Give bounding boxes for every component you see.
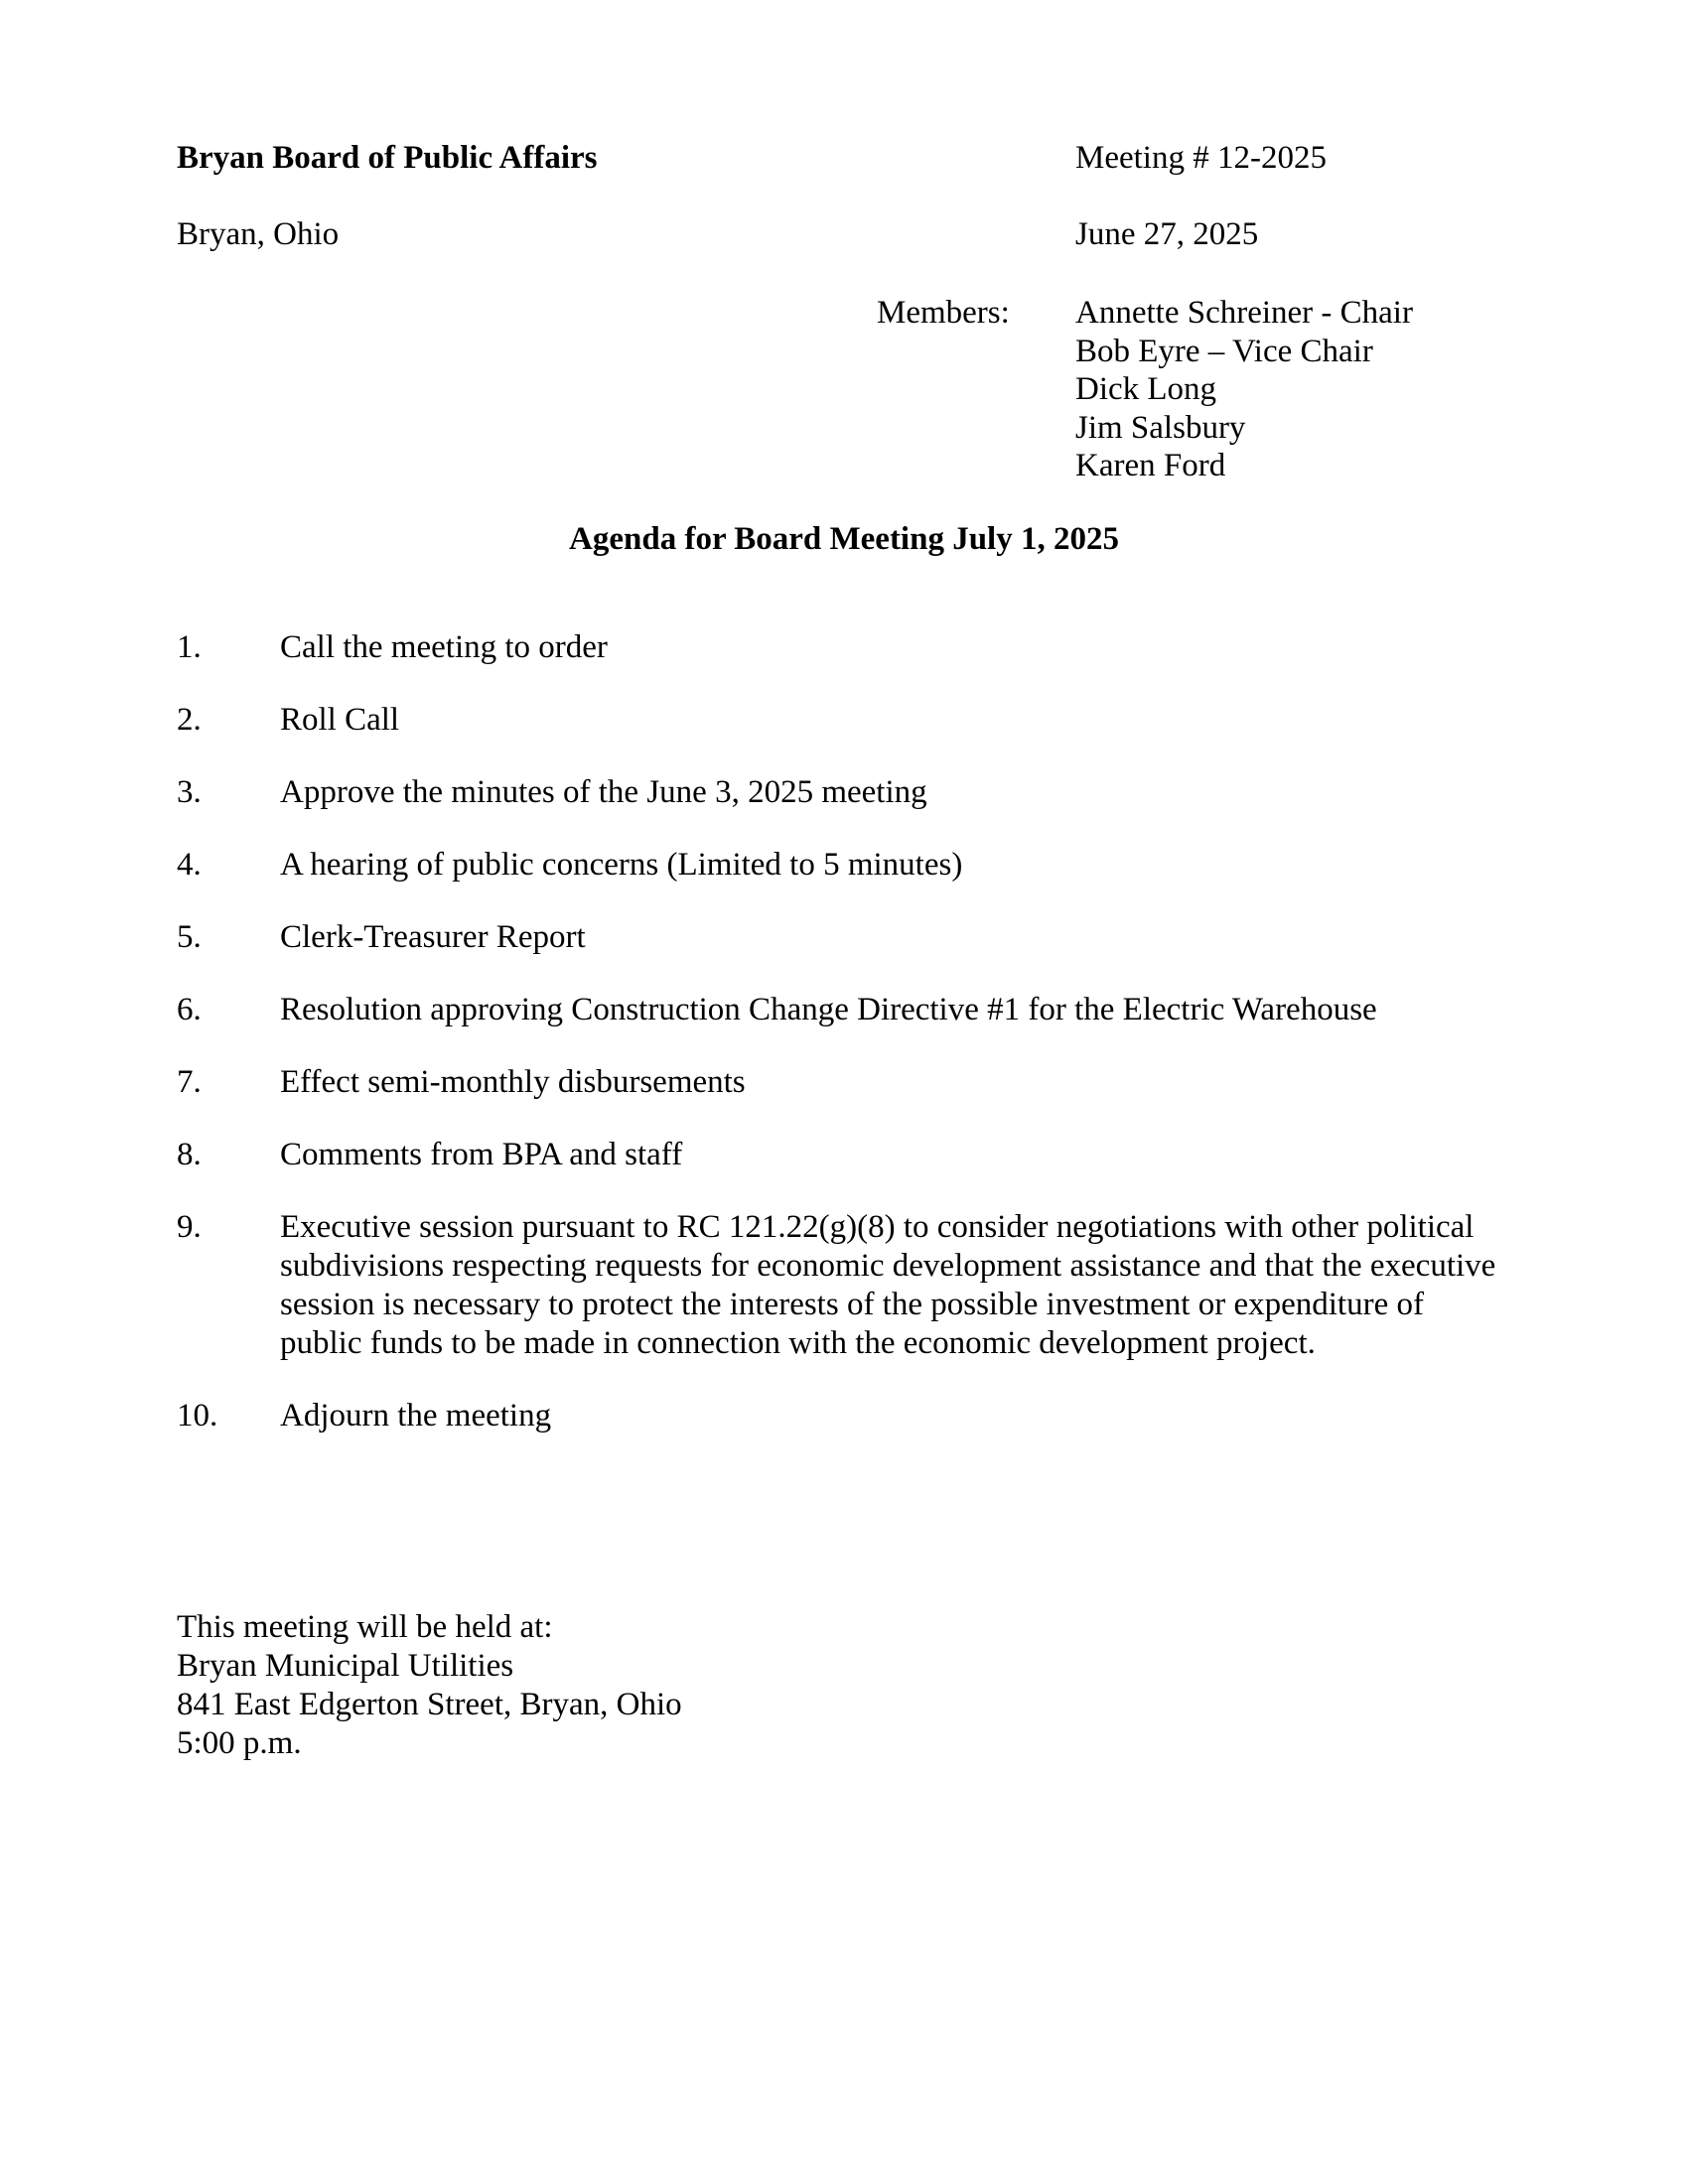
agenda-item-text: Call the meeting to order [280, 629, 608, 665]
agenda-item-text: A hearing of public concerns (Limited to 5 minutes) [280, 847, 963, 883]
agenda-item-number: 4. [177, 847, 202, 883]
agenda-item [177, 1136, 1502, 1174]
agenda-item-number: 6. [177, 992, 202, 1027]
member-name: Annette Schreiner - Chair [1075, 295, 1413, 331]
agenda-item [177, 1397, 1502, 1435]
agenda-item-number: 5. [177, 919, 202, 955]
agenda-item-number: 1. [177, 629, 202, 665]
agenda-item [177, 773, 1502, 812]
meeting-location-line: 5:00 p.m. [177, 1725, 302, 1761]
agenda-item-number: 2. [177, 702, 202, 738]
members-label: Members: [877, 295, 1010, 331]
agenda-list [177, 628, 1502, 1469]
agenda-item [177, 628, 1502, 667]
agenda-item-text: Effect semi-monthly disbursements [280, 1064, 746, 1100]
members-list [1075, 294, 1413, 485]
agenda-item-number: 3. [177, 774, 202, 810]
agenda-item-number: 8. [177, 1137, 202, 1172]
agenda-item-text: Resolution approving Construction Change Directive #1 for the Electric Warehouse [280, 992, 1377, 1027]
meeting-location-line: Bryan Municipal Utilities [177, 1648, 514, 1684]
meeting-number: Meeting # 12-2025 [1075, 140, 1327, 176]
meeting-date: June 27, 2025 [1075, 216, 1259, 252]
meeting-location-line: This meeting will be held at: [177, 1609, 553, 1645]
agenda-item [177, 1063, 1502, 1102]
agenda-item [177, 1208, 1502, 1363]
agenda-item [177, 918, 1502, 957]
member-name: Jim Salsbury [1075, 409, 1246, 446]
agenda-item-text: Roll Call [280, 702, 400, 738]
member-name: Dick Long [1075, 371, 1217, 407]
agenda-title: Agenda for Board Meeting July 1, 2025 [569, 521, 1119, 557]
member-name: Karen Ford [1075, 448, 1226, 483]
agenda-item-text: Adjourn the meeting [280, 1398, 552, 1433]
agenda-item-text: Approve the minutes of the June 3, 2025 meeting [280, 774, 927, 810]
agenda-item [177, 991, 1502, 1029]
agenda-item-number: 10. [177, 1398, 218, 1433]
agenda-item-number: 9. [177, 1209, 202, 1245]
agenda-item-text: Executive session pursuant to RC 121.22(g)(8) to consider negotiations with other political subdivisions respecting requests for economic development assistance and that the executive session is necessary to protect the interests of the possible investment or expenditure of public funds to be made in connection with the economic development project. [280, 1209, 1496, 1361]
agenda-item-number: 7. [177, 1064, 202, 1100]
agenda-item-text: Comments from BPA and staff [280, 1137, 683, 1172]
agenda-item-text: Clerk-Treasurer Report [280, 919, 586, 955]
member-name: Bob Eyre – Vice Chair [1075, 333, 1373, 369]
meeting-location-line: 841 East Edgerton Street, Bryan, Ohio [177, 1687, 682, 1722]
meeting-location-block [177, 1608, 682, 1763]
agenda-item [177, 846, 1502, 885]
org-city: Bryan, Ohio [177, 216, 340, 252]
org-name: Bryan Board of Public Affairs [177, 140, 598, 176]
agenda-item [177, 701, 1502, 740]
